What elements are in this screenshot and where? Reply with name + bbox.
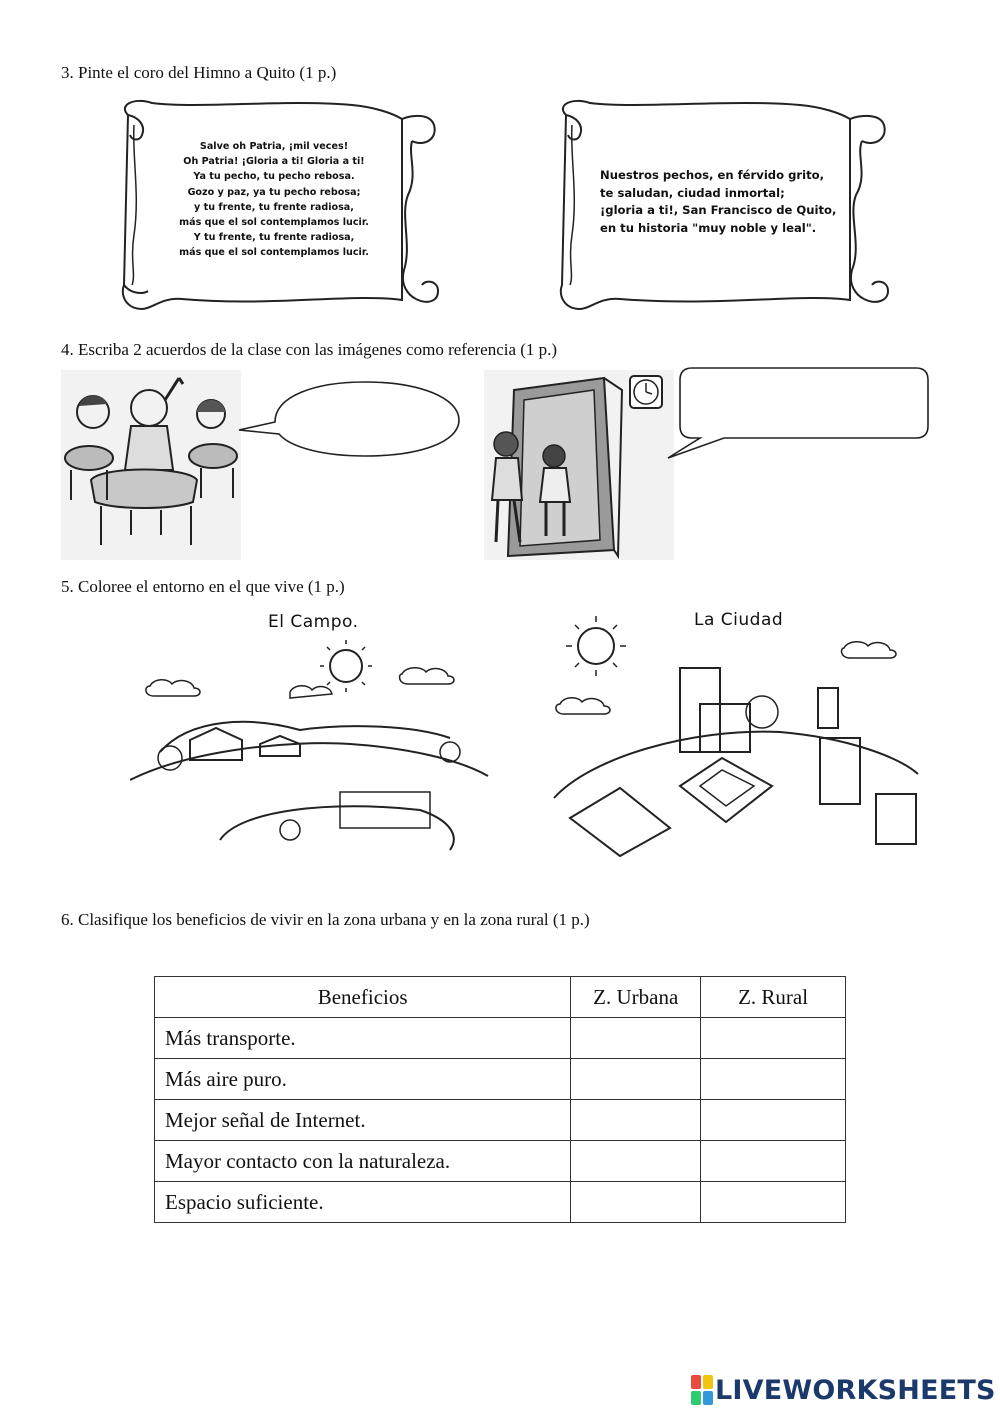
rural-cell[interactable] (701, 1182, 846, 1223)
header-rural: Z. Rural (701, 977, 846, 1018)
table-row (155, 1018, 846, 1059)
scroll-left-line: Salve oh Patria, ¡mil veces! (199, 141, 349, 152)
scroll-left-line: Gozo y paz, ya tu pecho rebosa; (187, 186, 361, 198)
campo-drawing (130, 640, 490, 855)
row-label: Espacio suficiente. (155, 1182, 571, 1223)
row-label: Mejor señal de Internet. (155, 1100, 571, 1141)
rural-cell[interactable] (701, 1100, 846, 1141)
rural-cell[interactable] (701, 1018, 846, 1059)
urbana-cell[interactable] (571, 1141, 701, 1182)
scroll-left-line: más que el sol contemplamos lucir. (179, 247, 369, 259)
scroll-left-line: y tu frente, tu frente radiosa, (194, 201, 354, 213)
urbana-cell[interactable] (571, 1182, 701, 1223)
scroll-left-line: Ya tu pecho, tu pecho rebosa. (193, 171, 355, 183)
table-header-row (155, 977, 846, 1018)
liveworksheets-logo (691, 1372, 996, 1408)
question-4-title: 4. Escriba 2 acuerdos de la clase con las imágenes como referencia (1 p.) (61, 340, 558, 359)
benefits-table (154, 976, 846, 1223)
table-row (155, 1141, 846, 1182)
question-5-title: 5. Coloree el entorno en el que vive (1 p.) (61, 577, 345, 596)
scroll-left-line: Y tu frente, tu frente radiosa, (193, 232, 355, 244)
scroll-left-line: Oh Patria! ¡Gloria a ti! Gloria a ti! (183, 156, 365, 168)
table-row (155, 1100, 846, 1141)
ciudad-drawing-title: La Ciudad (694, 610, 784, 630)
row-label: Mayor contacto con la naturaleza. (155, 1141, 571, 1182)
school-door-illustration (484, 370, 674, 560)
classroom-illustration (61, 370, 241, 560)
row-label: Más aire puro. (155, 1059, 571, 1100)
speech-bubble-rounded (664, 366, 932, 462)
urbana-cell[interactable] (571, 1100, 701, 1141)
rural-cell[interactable] (701, 1141, 846, 1182)
urbana-cell[interactable] (571, 1018, 701, 1059)
ciudad-drawing (550, 608, 922, 858)
scroll-right-line: en tu historia "muy noble y leal". (600, 220, 817, 235)
speech-bubble-oval (235, 378, 463, 458)
row-label: Más transporte. (155, 1018, 571, 1059)
scroll-left-line: más que el sol contemplamos lucir. (179, 217, 369, 229)
table-row (155, 1059, 846, 1100)
campo-drawing-title: El Campo. (268, 612, 359, 632)
scroll-right-line: ¡gloria a ti!, San Francisco de Quito, (600, 203, 837, 217)
urbana-cell[interactable] (571, 1059, 701, 1100)
logo-blocks-icon (691, 1375, 713, 1405)
scroll-right-line: te saludan, ciudad inmortal; (600, 185, 785, 200)
scroll-left-text (169, 139, 379, 261)
question-3-title: 3. Pinte el coro del Himno a Quito (1 p.) (61, 63, 337, 82)
scroll-right-line: Nuestros pechos, en férvido grito, (600, 168, 824, 182)
logo-text: LIVEWORKSHEETS (715, 1374, 996, 1406)
question-6-title: 6. Clasifique los beneficios de vivir en la zona urbana y en la zona rural (1 p.) (61, 910, 590, 929)
header-beneficios: Beneficios (155, 977, 571, 1018)
rural-cell[interactable] (701, 1059, 846, 1100)
header-urbana: Z. Urbana (571, 977, 701, 1018)
table-row (155, 1182, 846, 1223)
scroll-right-text (600, 167, 836, 237)
